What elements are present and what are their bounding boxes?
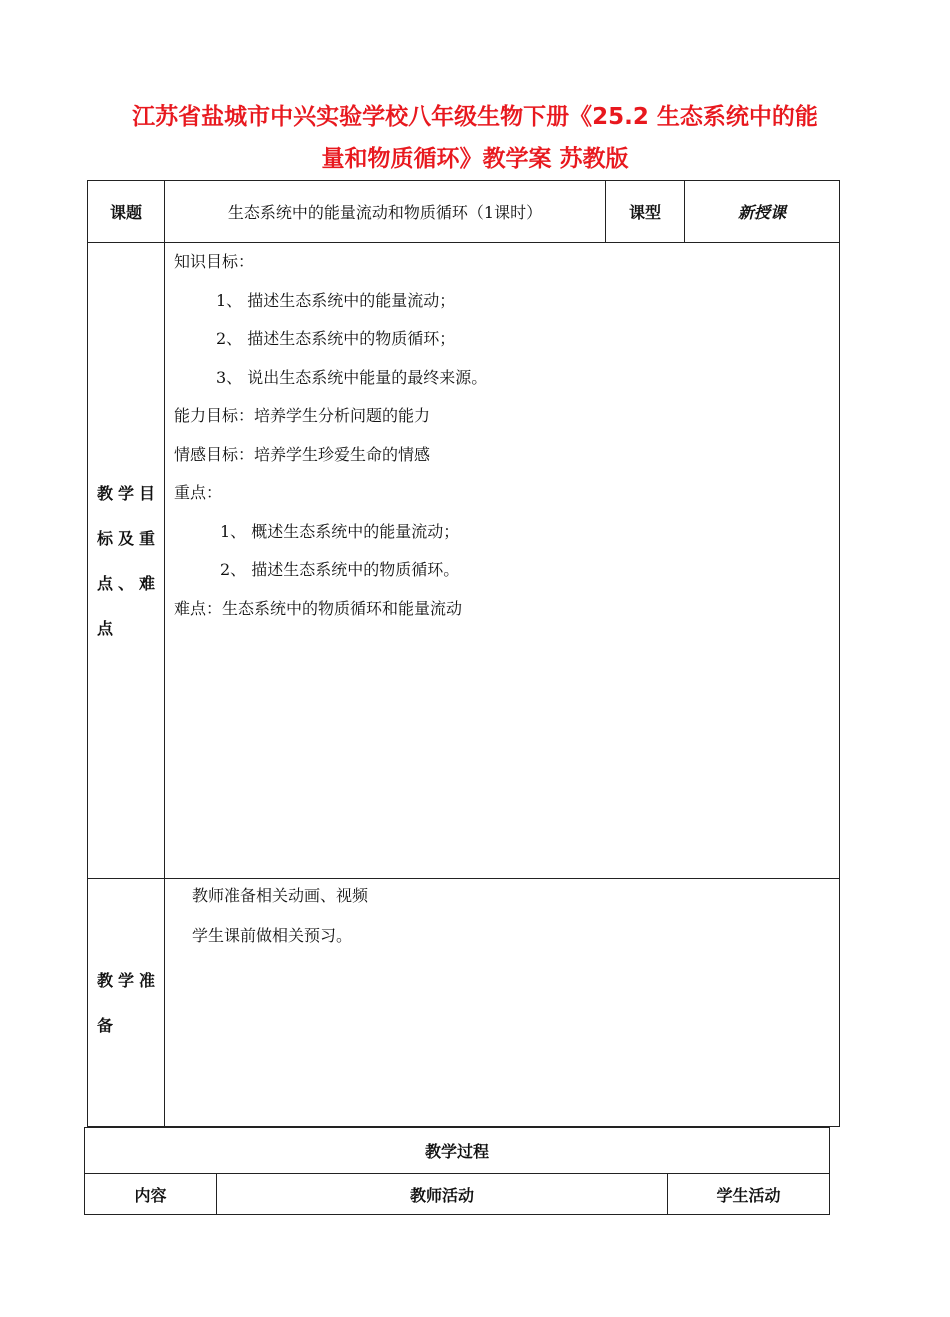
- objectives-label: 教学目标及重点、难点: [88, 243, 165, 879]
- preparation-row: [88, 879, 840, 1127]
- difficulty-point: 难点：生态系统中的物质循环和能量流动: [174, 598, 463, 618]
- objectives-content: [165, 243, 840, 879]
- objectives-row: [88, 243, 840, 879]
- title-line-1: 江苏省盐城市中兴实验学校八年级生物下册《25.2 生态系统中的能: [132, 104, 818, 130]
- column-header-content: 内容: [85, 1174, 217, 1215]
- preparation-content: [165, 879, 840, 1127]
- preparation-line: 学生课前做相关预习。: [192, 926, 353, 945]
- title-line-2: 量和物质循环》教学案 苏教版: [321, 146, 629, 172]
- preparation-label: 教学准备: [88, 879, 165, 1127]
- teaching-process-table: [84, 1127, 830, 1215]
- lesson-info-table: [87, 180, 840, 1127]
- lesson-type-value: 新授课: [685, 181, 840, 243]
- process-header-row: [85, 1174, 830, 1215]
- key-point-item: 1、 概述生态系统中的能量流动；: [220, 521, 460, 541]
- key-points-title: 重点：: [174, 483, 223, 502]
- topic-label: 课题: [88, 181, 165, 243]
- key-point-item: 2、 描述生态系统中的物质循环。: [220, 560, 460, 579]
- ability-goal: 能力目标：培养学生分析问题的能力: [174, 406, 431, 425]
- document-title: [60, 96, 890, 180]
- knowledge-title: 知识目标：: [174, 252, 255, 271]
- topic-value: 生态系统中的能量流动和物质循环（1课时）: [165, 181, 606, 243]
- preparation-line: 教师准备相关动画、视频: [192, 886, 369, 905]
- process-title-row: [85, 1128, 830, 1174]
- knowledge-item: 3、 说出生态系统中能量的最终来源。: [216, 367, 488, 387]
- column-header-teacher: 教师活动: [217, 1174, 668, 1215]
- lesson-type-label: 课型: [606, 181, 685, 243]
- process-title: 教学过程: [85, 1128, 830, 1174]
- topic-row: [88, 181, 840, 243]
- emotion-goal: 情感目标：培养学生珍爱生命的情感: [174, 444, 431, 464]
- knowledge-item: 1、 描述生态系统中的能量流动；: [216, 290, 456, 310]
- knowledge-item: 2、 描述生态系统中的物质循环；: [216, 329, 456, 348]
- column-header-student: 学生活动: [668, 1174, 830, 1215]
